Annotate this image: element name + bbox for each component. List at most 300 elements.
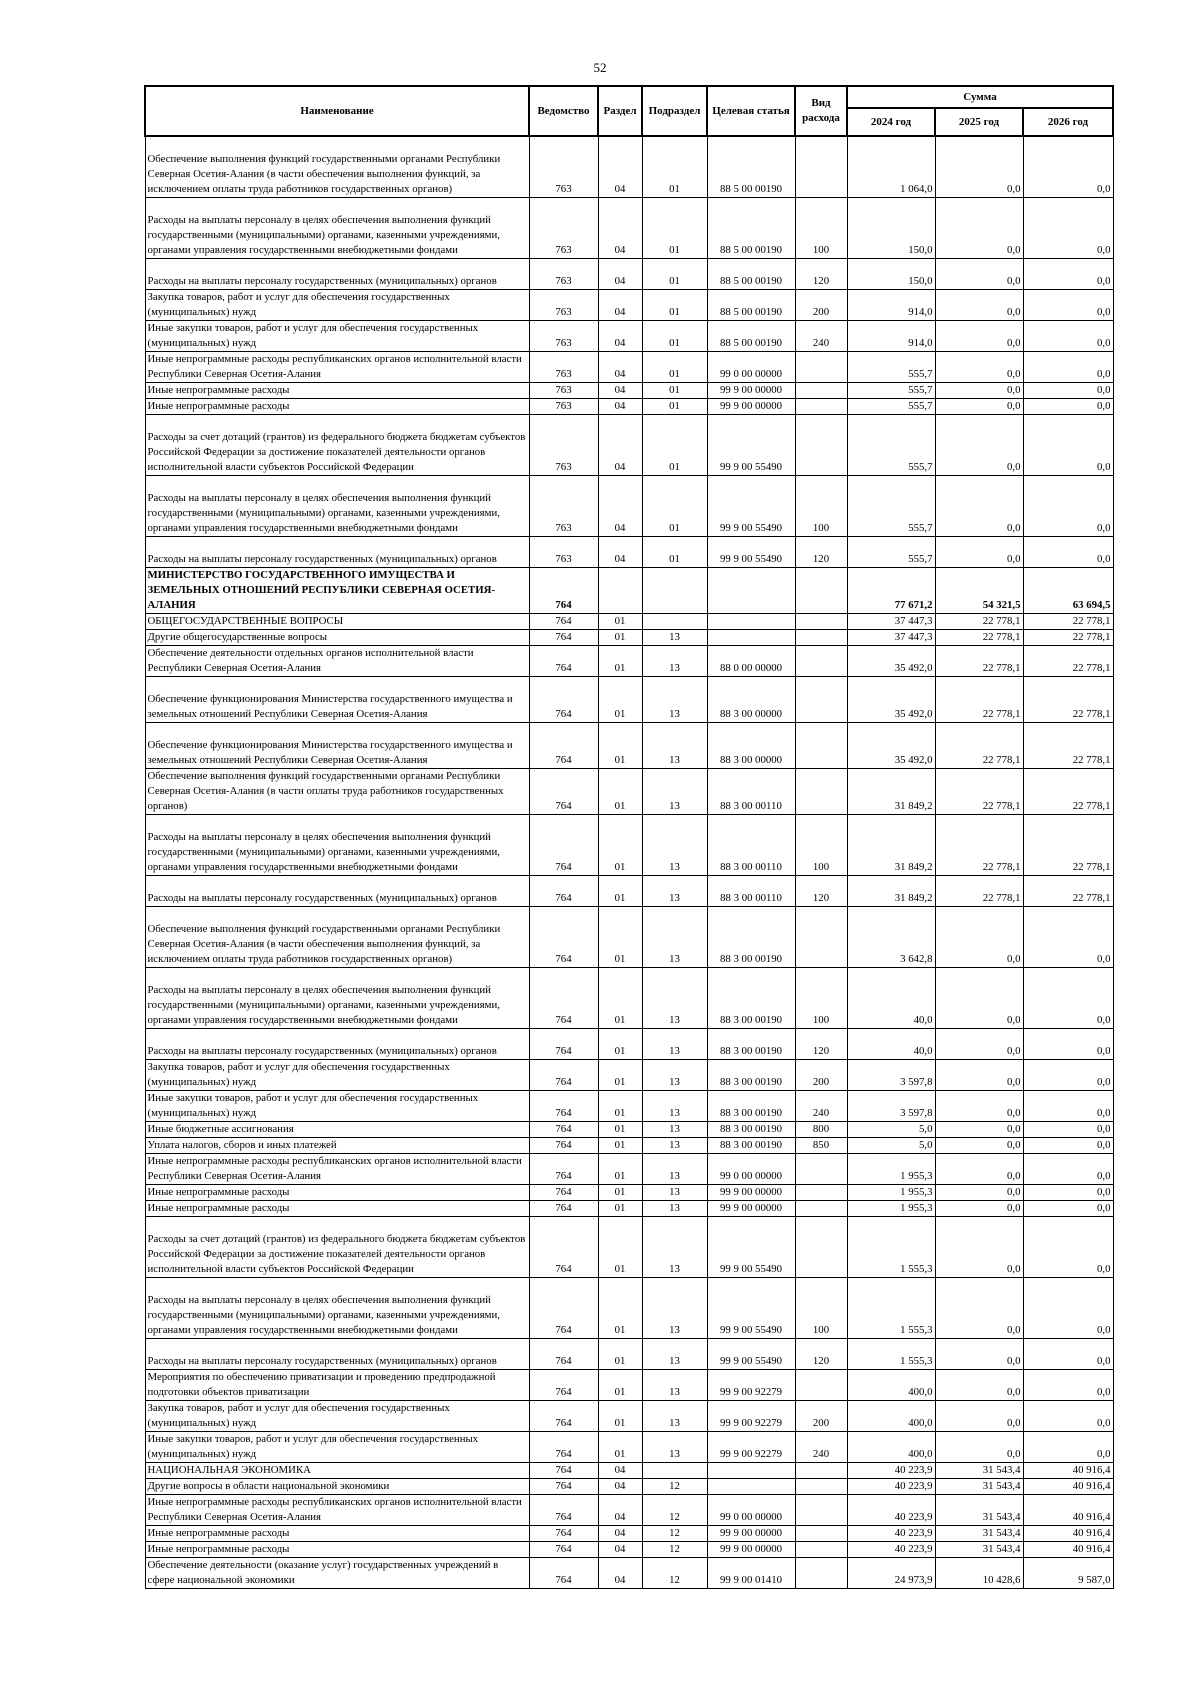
row-subsection (642, 567, 707, 613)
row-target-article (707, 1462, 795, 1478)
row-name: Иные непрограммные расходы (145, 1200, 529, 1216)
row-expense-type (795, 1200, 847, 1216)
row-sum-2025: 0,0 (935, 197, 1023, 258)
row-subsection: 01 (642, 382, 707, 398)
header-year-2024: 2024 год (847, 108, 935, 136)
row-expense-type: 120 (795, 1028, 847, 1059)
row-sum-2024: 31 849,2 (847, 875, 935, 906)
row-sum-2024: 1 955,3 (847, 1153, 935, 1184)
table-row (145, 1277, 1113, 1338)
row-sum-2025: 0,0 (935, 1369, 1023, 1400)
row-target-article: 99 0 00 00000 (707, 1153, 795, 1184)
table-row (145, 676, 1113, 722)
row-department: 764 (529, 1400, 598, 1431)
row-subsection: 01 (642, 398, 707, 414)
table-row (145, 567, 1113, 613)
table-row (145, 382, 1113, 398)
row-sum-2024: 1 555,3 (847, 1216, 935, 1277)
row-sum-2026: 22 778,1 (1023, 875, 1113, 906)
row-subsection: 12 (642, 1541, 707, 1557)
row-name: Обеспечение выполнения функций государственными органами Республики Северная Осетия-Алания (в части оплаты труда работников государственных органов) (145, 768, 529, 814)
row-sum-2024: 1 555,3 (847, 1338, 935, 1369)
row-expense-type: 100 (795, 475, 847, 536)
row-target-article: 88 5 00 00190 (707, 136, 795, 197)
row-department: 763 (529, 382, 598, 398)
row-expense-type: 200 (795, 1400, 847, 1431)
row-target-article: 99 9 00 92279 (707, 1431, 795, 1462)
row-section: 01 (598, 1338, 642, 1369)
row-department: 764 (529, 906, 598, 967)
table-row (145, 1121, 1113, 1137)
row-sum-2026: 40 916,4 (1023, 1525, 1113, 1541)
row-target-article: 88 0 00 00000 (707, 645, 795, 676)
header-sum: Сумма (847, 86, 1113, 108)
row-sum-2025: 0,0 (935, 1137, 1023, 1153)
row-name: Иные закупки товаров, работ и услуг для обеспечения государственных (муниципальных) нужд (145, 1431, 529, 1462)
row-name: Расходы на выплаты персоналу в целях обеспечения выполнения функций государственными (муниципальными) органами, казенными учреждениями, органами управления государственными внебюджетными фондами (145, 967, 529, 1028)
row-sum-2024: 40 223,9 (847, 1494, 935, 1525)
row-expense-type: 240 (795, 1431, 847, 1462)
row-subsection: 13 (642, 1400, 707, 1431)
row-sum-2026: 0,0 (1023, 320, 1113, 351)
row-department: 764 (529, 645, 598, 676)
row-expense-type: 200 (795, 289, 847, 320)
row-expense-type (795, 382, 847, 398)
row-sum-2024: 40 223,9 (847, 1462, 935, 1478)
row-name: Расходы на выплаты персоналу государственных (муниципальных) органов (145, 258, 529, 289)
row-target-article: 99 9 00 00000 (707, 1200, 795, 1216)
row-section: 04 (598, 1525, 642, 1541)
row-sum-2026: 0,0 (1023, 197, 1113, 258)
row-subsection: 13 (642, 768, 707, 814)
row-section: 01 (598, 814, 642, 875)
row-target-article: 88 5 00 00190 (707, 289, 795, 320)
row-sum-2024: 1 064,0 (847, 136, 935, 197)
row-target-article: 88 3 00 00000 (707, 722, 795, 768)
row-sum-2024: 555,7 (847, 475, 935, 536)
header-name: Наименование (145, 86, 529, 136)
row-name: Расходы за счет дотаций (грантов) из федерального бюджета бюджетам субъектов Российской Федерации за достижение показателей деятельности органов исполнительной власти субъектов Российской Федерации (145, 1216, 529, 1277)
row-section: 04 (598, 136, 642, 197)
row-name: Расходы на выплаты персоналу государственных (муниципальных) органов (145, 536, 529, 567)
row-subsection: 13 (642, 1216, 707, 1277)
table-body (145, 136, 1113, 1588)
header-subsection: Подраздел (642, 86, 707, 136)
row-name: Иные непрограммные расходы республиканских органов исполнительной власти Республики Северная Осетия-Алания (145, 1494, 529, 1525)
row-subsection: 13 (642, 722, 707, 768)
row-subsection: 01 (642, 320, 707, 351)
table-header (145, 86, 1113, 136)
row-sum-2026: 0,0 (1023, 398, 1113, 414)
row-section: 01 (598, 1137, 642, 1153)
row-sum-2025: 0,0 (935, 1277, 1023, 1338)
row-department: 763 (529, 536, 598, 567)
row-subsection: 13 (642, 967, 707, 1028)
row-sum-2026: 0,0 (1023, 1369, 1113, 1400)
row-sum-2026: 0,0 (1023, 1431, 1113, 1462)
row-sum-2024: 3 642,8 (847, 906, 935, 967)
row-expense-type: 100 (795, 1277, 847, 1338)
row-department: 764 (529, 1277, 598, 1338)
row-sum-2024: 35 492,0 (847, 676, 935, 722)
row-section: 01 (598, 1090, 642, 1121)
row-sum-2024: 3 597,8 (847, 1090, 935, 1121)
table-row (145, 1200, 1113, 1216)
row-expense-type: 240 (795, 320, 847, 351)
row-section: 04 (598, 258, 642, 289)
row-sum-2024: 3 597,8 (847, 1059, 935, 1090)
row-sum-2025: 22 778,1 (935, 722, 1023, 768)
row-sum-2025: 31 543,4 (935, 1478, 1023, 1494)
row-name: Другие общегосударственные вопросы (145, 629, 529, 645)
row-subsection: 13 (642, 1431, 707, 1462)
row-sum-2025: 0,0 (935, 1121, 1023, 1137)
row-department: 764 (529, 1557, 598, 1588)
row-sum-2026: 0,0 (1023, 1090, 1113, 1121)
row-target-article (707, 629, 795, 645)
row-subsection: 13 (642, 1338, 707, 1369)
row-section: 01 (598, 1216, 642, 1277)
row-department: 764 (529, 1462, 598, 1478)
row-sum-2024: 914,0 (847, 320, 935, 351)
table-row (145, 1153, 1113, 1184)
row-target-article: 88 5 00 00190 (707, 197, 795, 258)
row-expense-type: 100 (795, 197, 847, 258)
header-expense-type: Вид расхода (795, 86, 847, 136)
row-sum-2025: 0,0 (935, 1400, 1023, 1431)
row-department: 764 (529, 1494, 598, 1525)
row-subsection: 13 (642, 1059, 707, 1090)
row-sum-2024: 35 492,0 (847, 722, 935, 768)
row-expense-type (795, 906, 847, 967)
row-target-article: 88 3 00 00190 (707, 1059, 795, 1090)
row-name: Расходы за счет дотаций (грантов) из федерального бюджета бюджетам субъектов Российской Федерации за достижение показателей деятельности органов исполнительной власти субъектов Российской Федерации (145, 414, 529, 475)
row-section: 01 (598, 645, 642, 676)
row-target-article: 99 9 00 55490 (707, 1338, 795, 1369)
row-department: 764 (529, 567, 598, 613)
table-row (145, 536, 1113, 567)
row-name: Уплата налогов, сборов и иных платежей (145, 1137, 529, 1153)
row-name: Закупка товаров, работ и услуг для обеспечения государственных (муниципальных) нужд (145, 1400, 529, 1431)
row-sum-2025: 0,0 (935, 351, 1023, 382)
row-target-article: 99 9 00 00000 (707, 1541, 795, 1557)
table-row (145, 613, 1113, 629)
row-subsection: 01 (642, 351, 707, 382)
row-section: 01 (598, 875, 642, 906)
row-section: 04 (598, 197, 642, 258)
row-sum-2026: 0,0 (1023, 475, 1113, 536)
row-subsection: 01 (642, 136, 707, 197)
row-expense-type (795, 1153, 847, 1184)
row-section: 04 (598, 1557, 642, 1588)
row-name: Расходы на выплаты персоналу в целях обеспечения выполнения функций государственными (муниципальными) органами, казенными учреждениями, органами управления государственными внебюджетными фондами (145, 197, 529, 258)
row-name: ОБЩЕГОСУДАРСТВЕННЫЕ ВОПРОСЫ (145, 613, 529, 629)
table-row (145, 875, 1113, 906)
row-sum-2026: 0,0 (1023, 1059, 1113, 1090)
row-subsection: 01 (642, 197, 707, 258)
row-department: 764 (529, 1338, 598, 1369)
row-expense-type: 120 (795, 875, 847, 906)
row-sum-2026: 0,0 (1023, 1184, 1113, 1200)
row-target-article: 99 9 00 55490 (707, 1277, 795, 1338)
row-sum-2026: 0,0 (1023, 136, 1113, 197)
row-name: Иные непрограммные расходы (145, 1541, 529, 1557)
row-sum-2024: 555,7 (847, 382, 935, 398)
row-sum-2026: 0,0 (1023, 967, 1113, 1028)
row-sum-2025: 31 543,4 (935, 1494, 1023, 1525)
table-row (145, 289, 1113, 320)
row-department: 764 (529, 1090, 598, 1121)
row-target-article: 99 9 00 55490 (707, 536, 795, 567)
row-department: 764 (529, 814, 598, 875)
row-department: 763 (529, 289, 598, 320)
row-sum-2025: 0,0 (935, 1153, 1023, 1184)
table-row (145, 258, 1113, 289)
header-target-article: Целевая статья (707, 86, 795, 136)
row-sum-2026: 22 778,1 (1023, 629, 1113, 645)
row-sum-2024: 35 492,0 (847, 645, 935, 676)
row-section: 04 (598, 536, 642, 567)
row-sum-2024: 77 671,2 (847, 567, 935, 613)
row-sum-2026: 63 694,5 (1023, 567, 1113, 613)
row-expense-type (795, 136, 847, 197)
row-name: Расходы на выплаты персоналу в целях обеспечения выполнения функций государственными (муниципальными) органами, казенными учреждениями, органами управления государственными внебюджетными фондами (145, 814, 529, 875)
row-name: Иные непрограммные расходы (145, 1184, 529, 1200)
row-target-article: 88 3 00 00110 (707, 814, 795, 875)
row-sum-2024: 5,0 (847, 1137, 935, 1153)
row-sum-2024: 40 223,9 (847, 1478, 935, 1494)
row-expense-type: 120 (795, 1338, 847, 1369)
row-subsection: 01 (642, 536, 707, 567)
row-section: 01 (598, 1028, 642, 1059)
row-sum-2025: 0,0 (935, 1338, 1023, 1369)
row-sum-2025: 22 778,1 (935, 676, 1023, 722)
row-target-article: 88 3 00 00190 (707, 967, 795, 1028)
row-section: 01 (598, 1184, 642, 1200)
row-expense-type: 120 (795, 258, 847, 289)
row-section: 04 (598, 320, 642, 351)
row-section: 04 (598, 1541, 642, 1557)
table-row (145, 1462, 1113, 1478)
row-section: 04 (598, 351, 642, 382)
row-name: Закупка товаров, работ и услуг для обеспечения государственных (муниципальных) нужд (145, 289, 529, 320)
row-name: МИНИСТЕРСТВО ГОСУДАРСТВЕННОГО ИМУЩЕСТВА И ЗЕМЕЛЬНЫХ ОТНОШЕНИЙ РЕСПУБЛИКИ СЕВЕРНАЯ ОСЕТИЯ-АЛАНИЯ (145, 567, 529, 613)
row-sum-2024: 400,0 (847, 1369, 935, 1400)
row-sum-2026: 22 778,1 (1023, 722, 1113, 768)
row-sum-2026: 22 778,1 (1023, 645, 1113, 676)
row-expense-type: 240 (795, 1090, 847, 1121)
row-target-article: 99 9 00 55490 (707, 414, 795, 475)
row-sum-2025: 0,0 (935, 398, 1023, 414)
row-name: Иные непрограммные расходы (145, 1525, 529, 1541)
row-department: 764 (529, 1200, 598, 1216)
row-expense-type: 120 (795, 536, 847, 567)
row-target-article: 99 9 00 55490 (707, 475, 795, 536)
row-target-article: 88 3 00 00110 (707, 768, 795, 814)
row-expense-type (795, 1557, 847, 1588)
row-sum-2025: 0,0 (935, 967, 1023, 1028)
table-row (145, 629, 1113, 645)
row-expense-type (795, 722, 847, 768)
header-department: Ведомство (529, 86, 598, 136)
row-name: Иные непрограммные расходы (145, 398, 529, 414)
table-row (145, 967, 1113, 1028)
row-section: 04 (598, 414, 642, 475)
row-expense-type (795, 629, 847, 645)
row-sum-2024: 400,0 (847, 1431, 935, 1462)
row-target-article: 88 3 00 00000 (707, 676, 795, 722)
row-target-article (707, 1478, 795, 1494)
row-target-article: 88 3 00 00190 (707, 1090, 795, 1121)
row-sum-2026: 40 916,4 (1023, 1478, 1113, 1494)
row-section: 01 (598, 629, 642, 645)
row-subsection: 13 (642, 1277, 707, 1338)
page-number: 52 (593, 60, 607, 75)
budget-table (144, 85, 1114, 1589)
row-subsection: 13 (642, 629, 707, 645)
row-name: Закупка товаров, работ и услуг для обеспечения государственных (муниципальных) нужд (145, 1059, 529, 1090)
row-department: 764 (529, 1059, 598, 1090)
row-target-article: 99 9 00 55490 (707, 1216, 795, 1277)
row-target-article: 88 3 00 00110 (707, 875, 795, 906)
row-name: Расходы на выплаты персоналу государственных (муниципальных) органов (145, 1028, 529, 1059)
row-sum-2026: 0,0 (1023, 258, 1113, 289)
row-name: Обеспечение выполнения функций государственными органами Республики Северная Осетия-Алания (в части обеспечения выполнения функций, за исключением оплаты труда работников государственных органов) (145, 906, 529, 967)
row-expense-type: 800 (795, 1121, 847, 1137)
row-sum-2025: 0,0 (935, 906, 1023, 967)
table-row (145, 1400, 1113, 1431)
row-target-article: 99 9 00 01410 (707, 1557, 795, 1588)
row-subsection: 01 (642, 414, 707, 475)
row-department: 763 (529, 351, 598, 382)
row-section: 04 (598, 1478, 642, 1494)
row-name: Иные непрограммные расходы республиканских органов исполнительной власти Республики Северная Осетия-Алания (145, 1153, 529, 1184)
row-target-article: 99 9 00 00000 (707, 1525, 795, 1541)
row-expense-type: 850 (795, 1137, 847, 1153)
table-row (145, 1431, 1113, 1462)
row-subsection: 13 (642, 1090, 707, 1121)
row-subsection: 01 (642, 258, 707, 289)
row-department: 764 (529, 613, 598, 629)
row-sum-2024: 555,7 (847, 536, 935, 567)
table-row (145, 398, 1113, 414)
row-sum-2026: 22 778,1 (1023, 613, 1113, 629)
row-section (598, 567, 642, 613)
row-expense-type (795, 768, 847, 814)
row-sum-2024: 24 973,9 (847, 1557, 935, 1588)
row-sum-2026: 0,0 (1023, 1338, 1113, 1369)
row-department: 764 (529, 768, 598, 814)
row-section: 01 (598, 1200, 642, 1216)
row-department: 763 (529, 197, 598, 258)
row-target-article: 99 9 00 00000 (707, 1184, 795, 1200)
row-department: 763 (529, 414, 598, 475)
row-name: Мероприятия по обеспечению приватизации и проведению предпродажной подготовки объектов приватизации (145, 1369, 529, 1400)
row-target-article: 88 3 00 00190 (707, 1028, 795, 1059)
row-sum-2024: 37 447,3 (847, 629, 935, 645)
row-name: Обеспечение деятельности отдельных органов исполнительной власти Республики Северная Осетия-Алания (145, 645, 529, 676)
row-name: Обеспечение деятельности (оказание услуг) государственных учреждений в сфере национальной экономики (145, 1557, 529, 1588)
row-expense-type: 200 (795, 1059, 847, 1090)
row-name: Иные непрограммные расходы республиканских органов исполнительной власти Республики Северная Осетия-Алания (145, 351, 529, 382)
row-name: Другие вопросы в области национальной экономики (145, 1478, 529, 1494)
row-target-article: 99 9 00 00000 (707, 382, 795, 398)
row-section: 01 (598, 1121, 642, 1137)
row-sum-2026: 0,0 (1023, 382, 1113, 398)
header-section: Раздел (598, 86, 642, 136)
table-row (145, 1137, 1113, 1153)
row-sum-2025: 0,0 (935, 1090, 1023, 1121)
row-sum-2025: 0,0 (935, 536, 1023, 567)
row-expense-type (795, 398, 847, 414)
row-subsection: 12 (642, 1525, 707, 1541)
row-subsection: 13 (642, 1137, 707, 1153)
table-row (145, 197, 1113, 258)
row-subsection: 13 (642, 1028, 707, 1059)
row-sum-2025: 0,0 (935, 382, 1023, 398)
table-row (145, 1525, 1113, 1541)
row-sum-2026: 40 916,4 (1023, 1541, 1113, 1557)
row-department: 764 (529, 1184, 598, 1200)
table-row (145, 768, 1113, 814)
table-row (145, 1028, 1113, 1059)
row-department: 764 (529, 1525, 598, 1541)
row-sum-2026: 0,0 (1023, 1200, 1113, 1216)
row-sum-2025: 0,0 (935, 289, 1023, 320)
table-row (145, 1059, 1113, 1090)
row-subsection: 12 (642, 1478, 707, 1494)
row-sum-2026: 0,0 (1023, 1400, 1113, 1431)
row-sum-2025: 0,0 (935, 1028, 1023, 1059)
row-subsection: 13 (642, 1184, 707, 1200)
row-target-article: 88 3 00 00190 (707, 1137, 795, 1153)
row-department: 764 (529, 722, 598, 768)
row-sum-2025: 0,0 (935, 414, 1023, 475)
row-expense-type (795, 351, 847, 382)
row-subsection: 13 (642, 814, 707, 875)
row-sum-2024: 914,0 (847, 289, 935, 320)
row-subsection: 01 (642, 289, 707, 320)
row-sum-2024: 31 849,2 (847, 814, 935, 875)
row-sum-2024: 40,0 (847, 967, 935, 1028)
row-department: 764 (529, 1431, 598, 1462)
row-department: 764 (529, 1369, 598, 1400)
row-name: Иные закупки товаров, работ и услуг для обеспечения государственных (муниципальных) нужд (145, 320, 529, 351)
row-section: 01 (598, 1277, 642, 1338)
table-row (145, 645, 1113, 676)
row-expense-type (795, 1184, 847, 1200)
table-row (145, 136, 1113, 197)
table-row (145, 1216, 1113, 1277)
row-section: 04 (598, 289, 642, 320)
row-name: Расходы на выплаты персоналу государственных (муниципальных) органов (145, 875, 529, 906)
row-subsection: 13 (642, 906, 707, 967)
row-section: 04 (598, 1494, 642, 1525)
table-row (145, 1338, 1113, 1369)
row-name: Расходы на выплаты персоналу в целях обеспечения выполнения функций государственными (муниципальными) органами, казенными учреждениями, органами управления государственными внебюджетными фондами (145, 1277, 529, 1338)
row-sum-2025: 22 778,1 (935, 814, 1023, 875)
table-row (145, 1541, 1113, 1557)
row-department: 764 (529, 1121, 598, 1137)
row-section: 01 (598, 1400, 642, 1431)
row-subsection (642, 613, 707, 629)
row-sum-2025: 22 778,1 (935, 875, 1023, 906)
row-sum-2024: 5,0 (847, 1121, 935, 1137)
row-expense-type (795, 1541, 847, 1557)
row-section: 01 (598, 1369, 642, 1400)
table-row (145, 1369, 1113, 1400)
table-row (145, 1557, 1113, 1588)
